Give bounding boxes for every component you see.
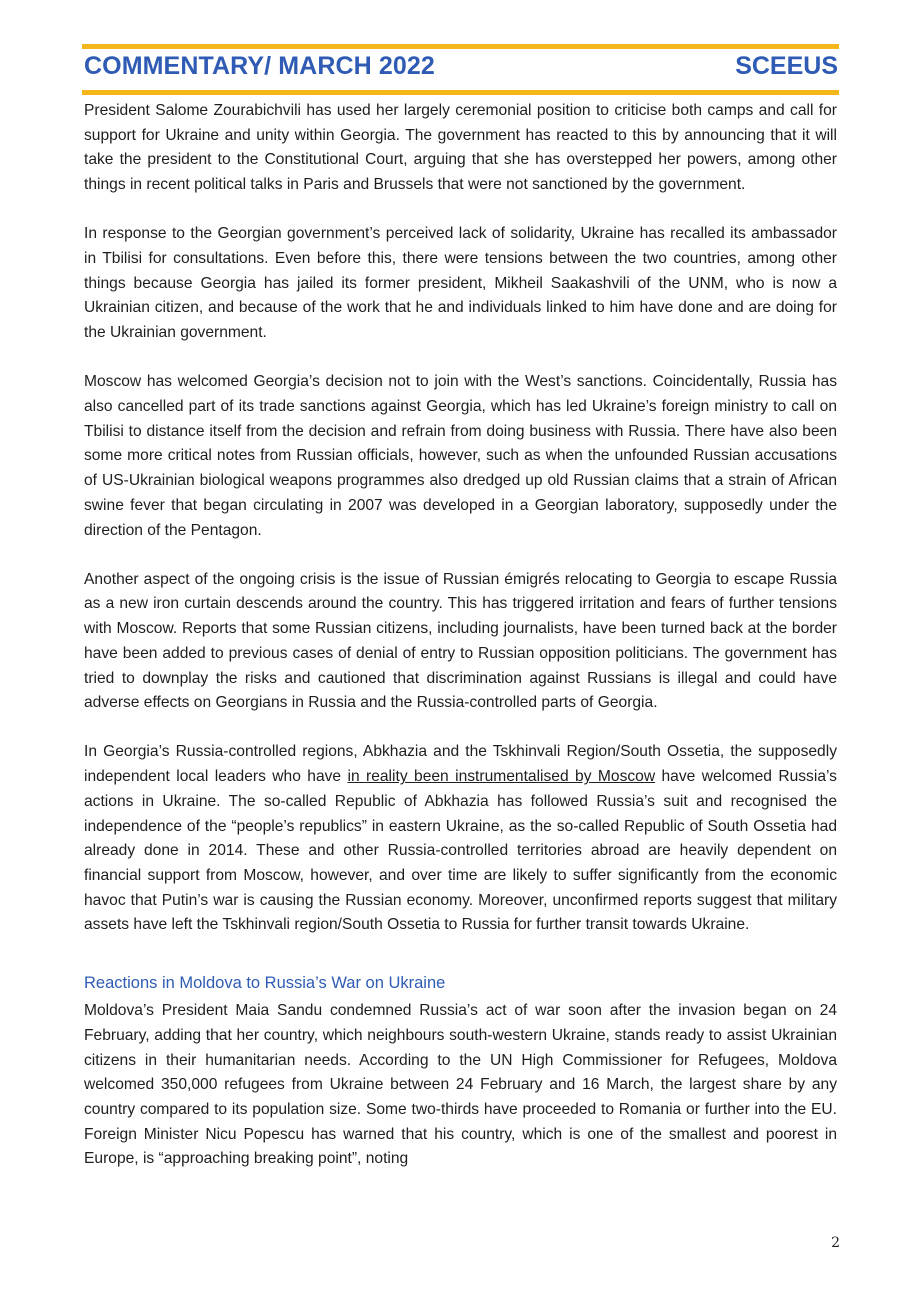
section-heading-moldova: Reactions in Moldova to Russia’s War on Ukraine — [84, 974, 446, 993]
header-title: COMMENTARY/ MARCH 2022 — [84, 52, 435, 80]
paragraph-ukraine-response: In response to the Georgian government’s perceived lack of solidarity, Ukraine has recalled its ambassador in Tbilisi for consultations. Even before this, there were tensions between the two countries, among other things because Georgia has jailed its former president, Mikheil Saakashvili of the UNM, who is now a Ukrainian citizen, and because of the work that he and individuals linked to him have done and are doing for the Ukrainian government. — [84, 225, 837, 342]
paragraph-moscow-welcome: Moscow has welcomed Georgia’s decision not to join with the West’s sanctions. Coincidentally, Russia has also cancelled part of its trade sanctions against Georgia, which has led Ukraine’s foreign ministry to call on Tbilisi to distance itself from the decision and refrain from doing business with Russia. There have also been some more critical notes from Russian officials, however, such as when the unfounded Russian accusations of US-Ukrainian biological weapons programmes also dredged up old Russian claims that a strain of African swine fever that began circulating in 2007 was developed in a Georgian laboratory, supposedly under the direction of the Pentagon. — [84, 373, 837, 539]
header-bottom-rule — [82, 90, 839, 95]
paragraph-russian-emigres: Another aspect of the ongoing crisis is the issue of Russian émigrés relocating to Georgia to escape Russia as a new iron curtain descends around the country. This has triggered irritation and fears of further tensions with Moscow. Reports that some Russian citizens, including journalists, have been turned back at the border have been added to previous cases of denial of entry to Russian opposition politicians. The government has tried to downplay the risks and cautioned that discrimination against Russians is illegal and could have adverse effects on Georgians in Russia and the Russia-controlled parts of Georgia. — [84, 570, 837, 712]
paragraph-text: In Georgia’s Russia-controlled regions, Abkhazia and the Tskhinvali Region/South Ossetia, the supposedly independent local leaders who have — [84, 743, 837, 786]
paragraph-russia-controlled-regions — [84, 740, 837, 938]
header-top-rule — [82, 44, 839, 49]
page-number: 2 — [831, 1235, 840, 1251]
paragraph-moldova-sandu: Moldova’s President Maia Sandu condemned Russia’s act of war soon after the invasion began on 24 February, adding that her country, which neighbours south-western Ukraine, stands ready to assist Ukrainian citizens in their humanitarian needs. According to the UN High Commissioner for Refugees, Moldova welcomed 350,000 refugees from Ukraine between 24 February and 16 March, the largest share by any country compared to its population size. Some two-thirds have proceeded to Romania or further into the EU. Foreign Minister Nicu Popescu has warned that his country, which is one of the smallest and poorest in Europe, is “approaching breaking point”, noting — [84, 1002, 837, 1168]
header-brand: SCEEUS — [735, 52, 838, 80]
article-body — [84, 99, 837, 1172]
paragraph-text: have welcomed Russia’s actions in Ukraine. The so-called Republic of Abkhazia has followed Russia’s suit and recognised the independence of the “people’s republics” in eastern Ukraine, as the so-called Republic of South Ossetia had already done in 2014. These and other Russia-controlled territories abroad are heavily dependent on financial support from Moscow, however, and over time are likely to suffer significantly from the economic havoc that Putin’s war is causing the Russian economy. Moreover, unconfirmed reports suggest that military assets have left the Tskhinvali region/South Ossetia to Russia for further transit towards Ukraine. — [84, 768, 837, 934]
instrumentalised-link[interactable]: in reality been instrumentalised by Moscow — [347, 768, 656, 786]
paragraph-zourabichvili: President Salome Zourabichvili has used her largely ceremonial position to criticise both camps and call for support for Ukraine and unity within Georgia. The government has reacted to this by announcing that it will take the president to the Constitutional Court, arguing that she has overstepped her powers, among other things in recent political talks in Paris and Brussels that were not sanctioned by the government. — [84, 102, 837, 194]
